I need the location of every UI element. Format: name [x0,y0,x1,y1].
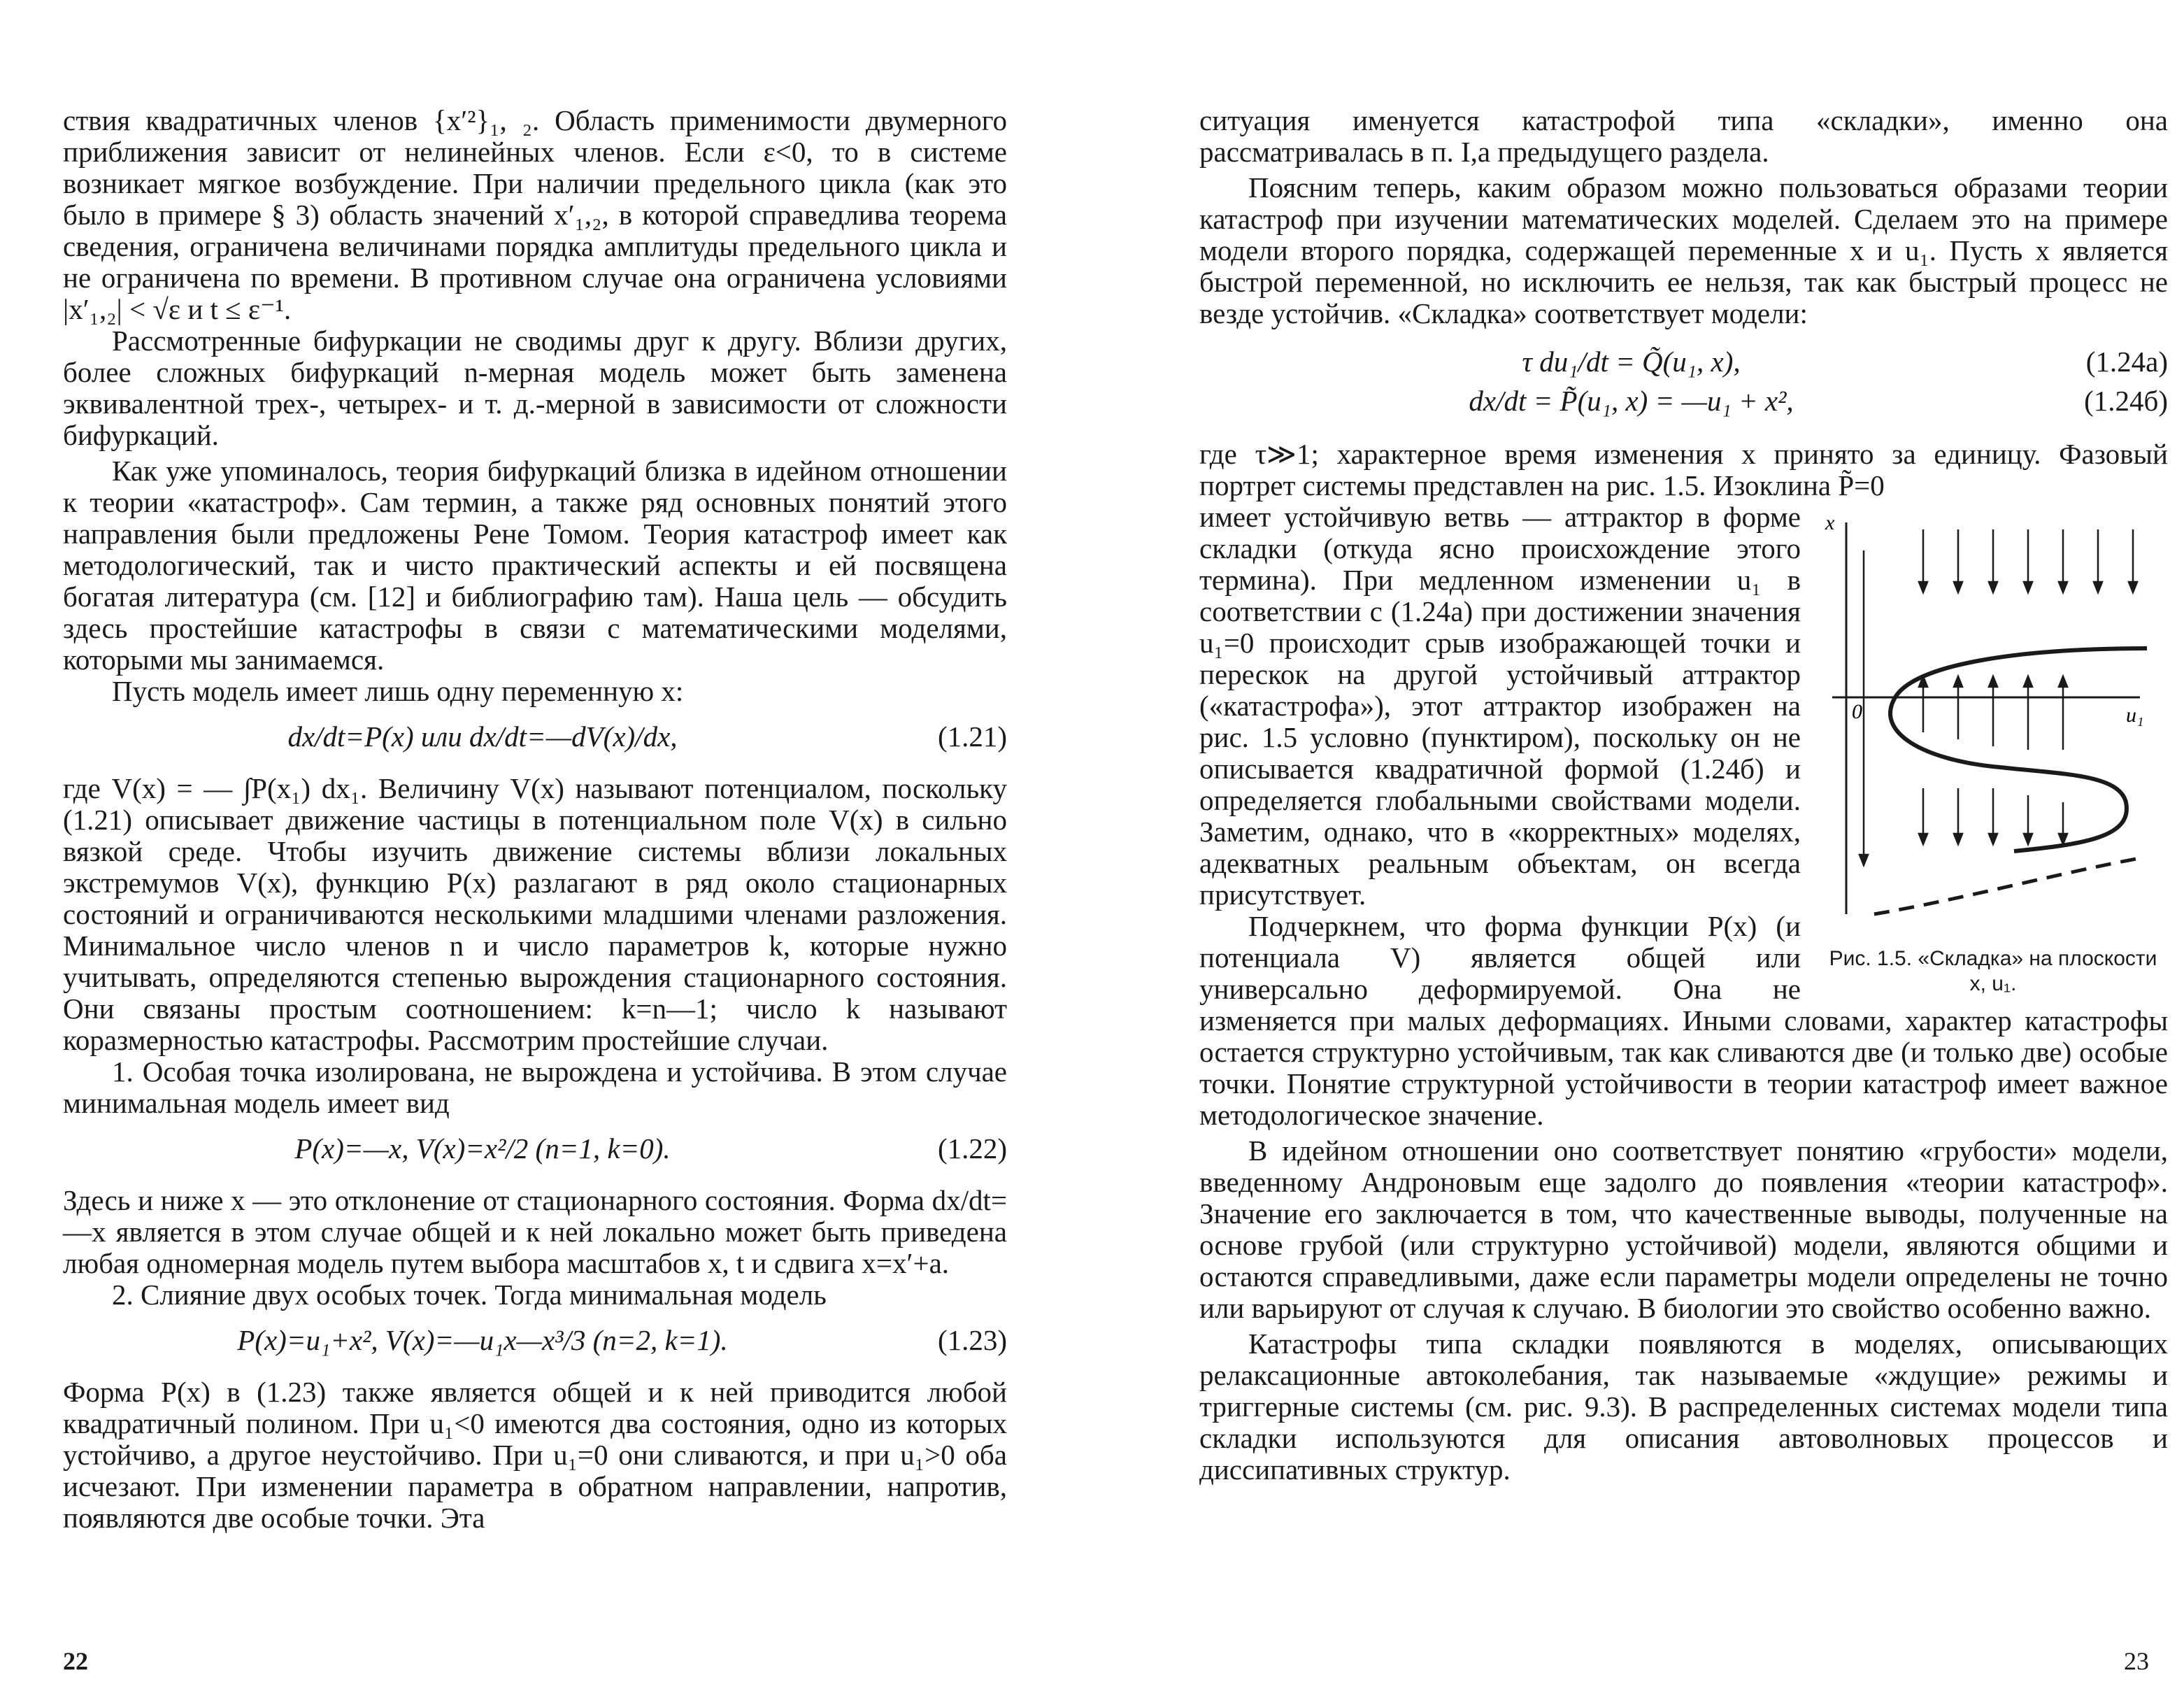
dashed-attractor [1874,858,2140,914]
paragraph: 2. Слияние двух особых точек. Тогда минимальная модель [112,1279,827,1311]
x-axis-label: u₁ [2126,704,2144,727]
equation-1-24b [1199,384,2168,418]
paragraph: где τ≫1; характерное время изменения x принято за единицу. Фазовый портрет системы представлен на рис. 1.5. Изоклина P̃=0 [1199,438,2168,501]
equation-1-22 [63,1132,1007,1165]
equation-number: (1.21) [937,720,1007,753]
equation-formula: dx/dt = P̃(u₁, x) = —u₁ + x², [1469,385,1794,417]
paragraph: Поясним теперь, каким образом можно пользоваться образами теории катастроф при изучении математических моделей. Сделаем это на примере модели второго порядка, содержащей переменные x и u₁. Пусть x является быстрой переменной, но исключить ее нельзя, так как быстрый процесс не везде устойчив. «Складка» соответствует модели: [1199,171,2168,329]
fold-phase-portrait [1818,508,2168,942]
fold-curve [1890,648,2147,851]
paragraph: Как уже упоминалось, теория бифуркаций близка в идейном отношении к теории «катастроф». Сам термин, а также ряд основных понятий этого направления были предложены Рене Томом. Теория катастроф имеет как методологический, так и чисто практический аспекты и ей посвящена богатая литература (см. [12] и библиографию там). Наша цель — обсудить здесь простейшие катастрофы в связи с математическими моделями, которыми мы занимаемся. [63,455,1007,676]
paragraph: ствия квадратичных членов {x′²}₁, ₂. Область применимости двумерного приближения зависит от нелинейных членов. Если ε<0, то в системе возникает мягкое возбуждение. При наличии предельного цикла (как это было в примере § 3) область значений x′₁,₂, в которой справедлива теорема сведения, ограничена величинами порядка амплитуды предельного цикла и не ограничена по времени. В противном случае она ограничена условиями |x′₁,₂| < √ε и t ≤ ε⁻¹. [63,104,1007,325]
origin-label: 0 [1852,700,1862,723]
figure-caption: Рис. 1.5. «Складка» на плоскости x, u₁. [1829,947,2157,995]
paragraph: Рассмотренные бифуркации не сводимы друг к другу. Вблизи других, более сложных бифуркаций n-мерная модель может быть заменена эквивалентной трех-, четырех- и т. д.-мерной в зависимости от сложности бифуркаций. [63,325,1007,451]
left-text-column [63,105,1007,1534]
figure-1-5 [1818,508,2168,997]
paragraph: где V(x) = — ∫P(x₁) dx₁. Величину V(x) называют потенциалом, поскольку (1.21) описывает движение частицы в потенциальном поле V(x) в сильно вязкой среде. Чтобы изучить движение системы вблизи локальных экстремумов V(x), функцию P(x) разлагают в ряд около стационарных состояний и ограничиваются несколькими младшими членами разложения. Минимальное число членов n и число параметров k, которые нужно учитывать, определяются степенью вырождения стационарного состояния. Они связаны простым соотношением: k=n—1; число k называют коразмерностью катастрофы. Рассмотрим простейшие случаи. [63,772,1007,1056]
equation-formula: P(x)=u₁+x², V(x)=—u₁x—x³/3 (n=2, k=1). [237,1324,728,1356]
paragraph: Пусть модель имеет лишь одну переменную x: [112,675,684,707]
paragraph: Подчеркнем, что форма функции P(x) (и потенциала V) является общей или универсально деформируемой. Она не изменяется при малых деформациях. Иными словами, характер катастрофы остается структурно устойчивым, так как сливаются две (и только две) особые точки. Понятие структурной устойчивости в теории катастроф имеет важное методологическое значение. [1199,910,2168,1131]
equation-number: (1.24б) [2084,385,2168,417]
paragraph: Здесь и ниже x — это отклонение от стационарного состояния. Форма dx/dt=—x является в этом случае общей и к ней локально может быть приведена любая одномерная модель путем выбора масштабов x, t и сдвига x=x′+a. [63,1184,1007,1279]
figure-wrap [1199,501,2168,1131]
page-number: 23 [2124,1647,2149,1675]
y-axis-label: x [1825,511,1835,534]
paragraph: имеет устойчивую ветвь — аттрактор в форме складки (откуда ясно происхождение этого термина). При медленном изменении u₁ в соответствии с (1.24а) при достижении значения u₁=0 происходит срыв изображающей точки и перескок на другой устойчивый аттрактор («катастрофа»), этот аттрактор изображен на рис. 1.5 условно (пунктиром), поскольку он не описывается квадратичной формой (1.24б) и определяется глобальными свойствами модели. Заметим, однако, что в «корректных» моделях, адекватных реальным объектам, он всегда присутствует. [1199,501,1801,911]
equation-number: (1.24a) [2085,346,2168,378]
right-page [1091,0,2184,1694]
paragraph: Катастрофы типа складки появляются в моделях, описывающих релаксационные автоколебания, так называемые «ждущие» режимы и триггерные системы (см. рис. 9.3). В распределенных системах модели типа складки используются для описания автоволновых процессов и диссипативных структур. [1199,1328,2168,1486]
equation-formula: P(x)=—x, V(x)=x²/2 (n=1, k=0). [294,1132,671,1165]
page-number: 22 [63,1647,88,1675]
paragraph: В идейном отношении оно соответствует понятию «грубости» модели, введенному Андроновым еще задолго до появления «теории катастроф». Значение его заключается в том, что качественные выводы, полученные на основе грубой (или структурно устойчивой) модели, являются общими и остаются справедливыми, даже если параметры модели определены не точно или варьируют от случая к случаю. В биологии это свойство особенно важно. [1199,1134,2168,1324]
equation-1-21 [63,720,1007,753]
paragraph: Форма P(x) в (1.23) также является общей и к ней приводится любой квадратичный полином. При u₁<0 имеются два состояния, одно из которых устойчиво, а другое неустойчиво. При u₁=0 они сливаются, и при u₁>0 оба исчезают. При изменении параметра в обратном направлении, напротив, появляются две особые точки. Эта [63,1376,1007,1534]
equation-1-24a [1199,345,2168,378]
equation-formula: dx/dt=P(x) или dx/dt=—dV(x)/dx, [287,720,678,753]
left-page [0,0,1091,1694]
equation-number: (1.23) [937,1324,1007,1356]
paragraph: 1. Особая точка изолирована, не вырождена и устойчива. В этом случае минимальная модель имеет вид [63,1055,1007,1119]
equation-formula: τ du₁/dt = Q̃(u₁, x), [1522,346,1741,378]
equation-number: (1.22) [937,1132,1007,1165]
paragraph: ситуация именуется катастрофой типа «складки», именно она рассматривалась в п. I,а предыдущего раздела. [1199,104,2168,168]
right-text-column [1199,105,2168,1486]
equation-1-23 [63,1323,1007,1357]
